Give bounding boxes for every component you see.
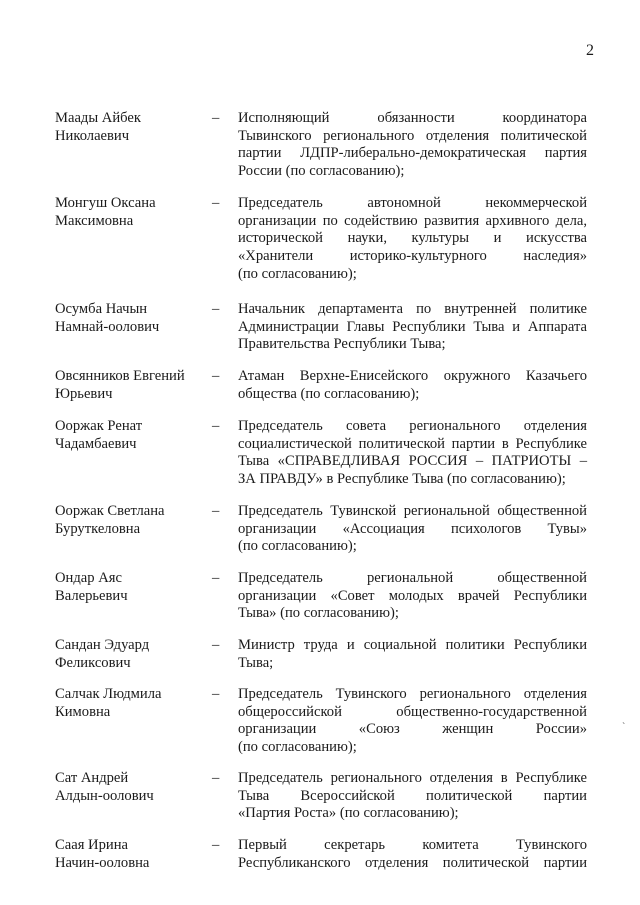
position-line: Атаман Верхне-Енисейского окружного Казачьего — [238, 368, 587, 384]
member-position — [238, 418, 587, 489]
scan-mark: ` — [622, 722, 626, 733]
member-position — [238, 637, 587, 672]
name-line: Намнай-оолович — [55, 318, 160, 335]
name-line: Феликсович — [55, 654, 131, 671]
position-line: Председатель Тувинской региональной общественной — [238, 503, 587, 519]
member-name — [55, 368, 205, 403]
member-entry — [0, 503, 640, 570]
position-line: организации «Союз женщин России» — [238, 721, 587, 738]
member-entry — [0, 195, 640, 301]
position-line: Министр труда и социальной политики Республики — [238, 637, 587, 653]
position-line: Председатель совета регионального отделения — [238, 418, 587, 434]
position-line: организации «Ассоциация психологов Тувы» — [238, 520, 587, 537]
member-position — [238, 110, 587, 181]
member-position — [238, 686, 587, 757]
position-line: Тыва; — [238, 654, 274, 671]
name-line: Ооржак Ренат — [55, 418, 143, 434]
dash-separator: – — [212, 686, 220, 702]
member-entry — [0, 418, 640, 503]
member-position — [238, 837, 587, 872]
page-number: 2 — [586, 42, 594, 59]
member-position — [238, 503, 587, 556]
member-name — [55, 301, 205, 336]
member-entry — [0, 110, 640, 195]
position-line: организации по содействию развития архивного дела, — [238, 212, 587, 229]
member-position — [238, 770, 587, 823]
position-line: Республиканского отделения политической партии — [238, 854, 587, 871]
position-line: Тывинского регионального отделения политической — [238, 127, 587, 144]
member-name — [55, 637, 205, 672]
position-line: Председатель регионального отделения в Республике — [238, 770, 587, 786]
name-line: Монгуш Оксана — [55, 195, 156, 211]
name-line: Сат Андрей — [55, 770, 129, 786]
position-line: (по согласованию); — [238, 538, 357, 555]
dash-separator: – — [212, 837, 220, 853]
position-line: социалистической политической партии в Республике — [238, 435, 587, 452]
dash-separator: – — [212, 570, 220, 586]
position-line: Тыва Всероссийской политической партии — [238, 787, 587, 804]
member-entry — [0, 837, 640, 872]
member-entry — [0, 770, 640, 837]
position-line: исторической науки, культуры и искусства — [238, 230, 587, 247]
name-line: Валерьевич — [55, 587, 128, 604]
position-line: Председатель региональной общественной — [238, 570, 587, 586]
position-line: России (по согласованию); — [238, 163, 405, 180]
name-line: Осумба Начын — [55, 301, 148, 317]
member-position — [238, 570, 587, 623]
member-entry — [0, 686, 640, 770]
member-name — [55, 686, 205, 721]
name-line: Буруткеловна — [55, 520, 141, 537]
dash-separator: – — [212, 301, 220, 317]
position-line: «Хранители историко-культурного наследия» — [238, 248, 587, 265]
name-line: Начин-ооловна — [55, 854, 150, 871]
member-entry — [0, 570, 640, 637]
dash-separator: – — [212, 368, 220, 384]
position-line: Правительства Республики Тыва; — [238, 336, 446, 353]
name-line: Кимовна — [55, 703, 111, 720]
position-line: Председатель автономной некоммерческой — [238, 195, 587, 211]
member-entry — [0, 637, 640, 686]
member-name — [55, 837, 205, 872]
position-line: Тыва «СПРАВЕДЛИВАЯ РОССИЯ – ПАТРИОТЫ – — [238, 453, 587, 470]
position-line: Исполняющий обязанности координатора — [238, 110, 587, 126]
member-name — [55, 418, 205, 453]
member-list — [0, 110, 640, 872]
position-line: Первый секретарь комитета Тувинского — [238, 837, 587, 853]
dash-separator: – — [212, 110, 220, 126]
position-line: Тыва» (по согласованию); — [238, 605, 399, 622]
member-name — [55, 570, 205, 605]
member-name — [55, 503, 205, 538]
position-line: ЗА ПРАВДУ» в Республике Тыва (по согласованию); — [238, 471, 566, 488]
member-name — [55, 110, 205, 145]
member-name — [55, 195, 205, 230]
position-line: Администрации Главы Республики Тыва и Аппарата — [238, 318, 587, 335]
position-line: организации «Совет молодых врачей Республики — [238, 587, 587, 604]
name-line: Юрьевич — [55, 385, 113, 402]
member-position — [238, 195, 587, 284]
member-position — [238, 301, 587, 354]
position-line: общероссийской общественно-государственной — [238, 703, 587, 720]
member-name — [55, 770, 205, 805]
member-position — [238, 368, 587, 403]
name-line: Ооржак Светлана — [55, 503, 165, 519]
position-line: (по согласованию); — [238, 739, 357, 756]
dash-separator: – — [212, 637, 220, 653]
member-entry — [0, 368, 640, 418]
dash-separator: – — [212, 770, 220, 786]
name-line: Чадамбаевич — [55, 435, 137, 452]
name-line: Максимовна — [55, 212, 134, 229]
name-line: Алдын-оолович — [55, 787, 154, 804]
position-line: партии ЛДПР-либерально-демократическая партия — [238, 145, 587, 162]
position-line: Начальник департамента по внутренней политике — [238, 301, 587, 317]
name-line: Овсянников Евгений — [55, 368, 185, 384]
name-line: Ондар Аяс — [55, 570, 122, 586]
position-line: Председатель Тувинского регионального отделения — [238, 686, 587, 702]
dash-separator: – — [212, 195, 220, 211]
member-entry — [0, 301, 640, 368]
dash-separator: – — [212, 503, 220, 519]
position-line: «Партия Роста» (по согласованию); — [238, 805, 459, 822]
dash-separator: – — [212, 418, 220, 434]
name-line: Маады Айбек — [55, 110, 141, 126]
name-line: Николаевич — [55, 127, 130, 144]
name-line: Сандан Эдуард — [55, 637, 150, 653]
position-line: (по согласованию); — [238, 265, 357, 282]
name-line: Салчак Людмила — [55, 686, 162, 702]
position-line: общества (по согласованию); — [238, 385, 420, 402]
name-line: Саая Ирина — [55, 837, 128, 853]
